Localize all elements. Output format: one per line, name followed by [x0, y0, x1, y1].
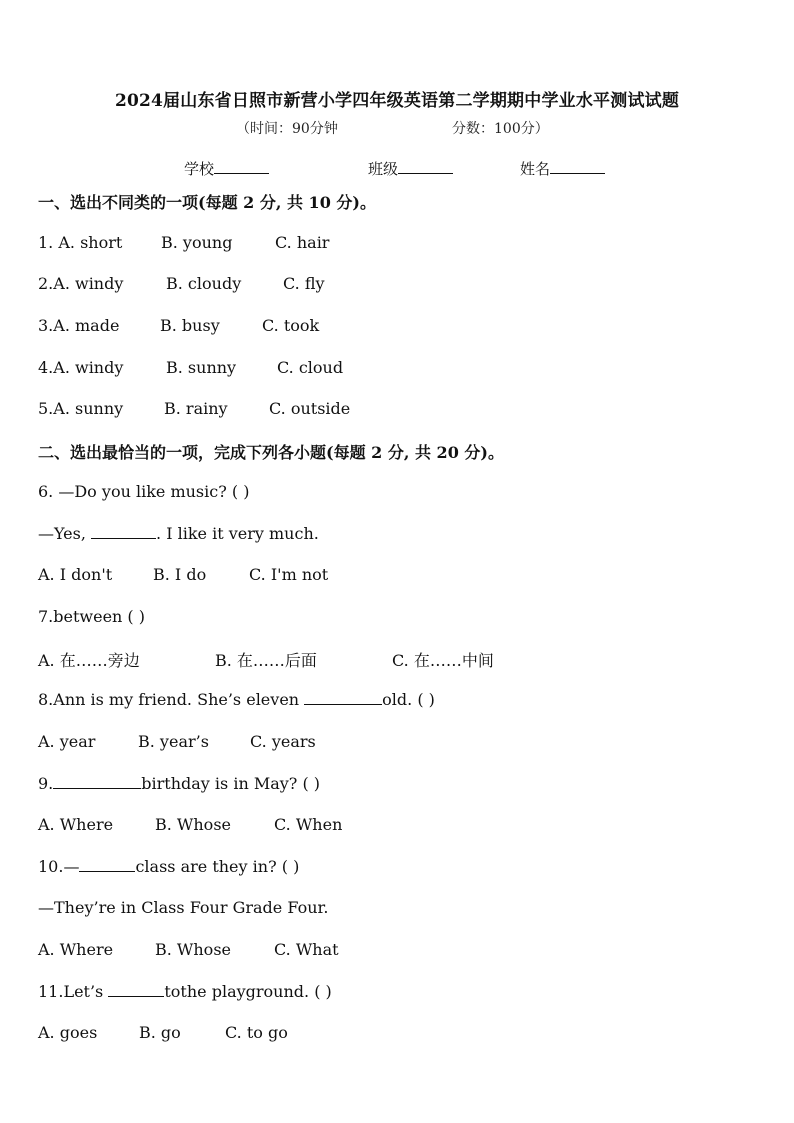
option-a: 1. A. short: [38, 233, 123, 252]
answer-blank: [53, 774, 141, 789]
stem-pre: 9.: [38, 774, 54, 793]
stem-post: old. ( ): [382, 690, 435, 709]
question-11-stem: [38, 982, 332, 1001]
option-c: C. took: [262, 316, 320, 335]
answer-blank: [79, 857, 135, 872]
option-a: 2.A. windy: [38, 274, 124, 293]
option-b: B. 在……后面: [215, 651, 317, 670]
option-a: A. goes: [38, 1023, 98, 1042]
stem-pre: 8.Ann is my friend. She’s eleven: [38, 690, 305, 709]
option-b: B. busy: [160, 316, 220, 335]
option-c: C. When: [274, 815, 343, 834]
option-a: A. Where: [38, 815, 114, 834]
option-c: C. years: [250, 732, 316, 751]
option-b: B. young: [161, 233, 233, 252]
name-field: [520, 158, 605, 179]
option-b: B. sunny: [166, 358, 237, 377]
option-b: B. year’s: [138, 732, 209, 751]
class-field: [368, 158, 453, 179]
option-b: B. cloudy: [166, 274, 242, 293]
answer-blank: [304, 690, 382, 705]
class-blank: [398, 159, 453, 174]
stem-pre: 11.Let’s: [38, 982, 109, 1001]
question-10-dialogue: —They’re in Class Four Grade Four.: [38, 898, 329, 917]
name-label: 姓名: [520, 160, 551, 178]
dialogue-pre: —Yes,: [38, 524, 92, 543]
school-blank: [214, 159, 269, 174]
question-9-stem: [38, 774, 320, 793]
option-b: B. rainy: [164, 399, 228, 418]
option-a: 5.A. sunny: [38, 399, 124, 418]
question-8-stem: [38, 690, 435, 709]
stem-post: birthday is in May? ( ): [141, 774, 321, 793]
option-b: B. Whose: [155, 940, 231, 959]
question-10-stem: [38, 857, 299, 876]
name-blank: [550, 159, 605, 174]
option-c: C. What: [274, 940, 339, 959]
answer-blank: [108, 982, 164, 997]
stem-post: tothe playground. ( ): [164, 982, 332, 1001]
option-c: C. outside: [269, 399, 351, 418]
option-c: C. hair: [275, 233, 330, 252]
stem-pre: 10.—: [38, 857, 80, 876]
option-c: C. 在……中间: [392, 651, 494, 670]
section-1-heading: 一、选出不同类的一项(每题 2 分, 共 10 分)。: [38, 193, 376, 212]
total-score: 分数：100分）: [452, 121, 549, 137]
option-c: C. to go: [225, 1023, 288, 1042]
option-a: A. I don't: [38, 565, 113, 584]
option-a: A. year: [38, 732, 96, 751]
school-field: [184, 158, 269, 179]
section-2-heading: 二、选出最恰当的一项，完成下列各小题(每题 2 分, 共 20 分)。: [38, 443, 504, 462]
question-6-stem: 6. —Do you like music? ( ): [38, 482, 250, 501]
option-a: A. Where: [38, 940, 114, 959]
option-a: 4.A. windy: [38, 358, 124, 377]
option-a: A. 在……旁边: [38, 651, 140, 670]
option-b: B. I do: [153, 565, 207, 584]
class-label: 班级: [368, 160, 399, 178]
exam-title: 2024届山东省日照市新营小学四年级英语第二学期期中学业水平测试试题: [114, 91, 680, 111]
option-c: C. cloud: [277, 358, 344, 377]
time-limit: （时间：90分钟: [236, 121, 338, 137]
option-a: 3.A. made: [38, 316, 120, 335]
stem-post: class are they in? ( ): [135, 857, 300, 876]
answer-blank: [91, 524, 156, 539]
question-6-dialogue: [38, 524, 319, 543]
option-c: C. I'm not: [249, 565, 329, 584]
option-c: C. fly: [283, 274, 325, 293]
option-b: B. go: [139, 1023, 181, 1042]
school-label: 学校: [184, 160, 215, 178]
dialogue-post: . I like it very much.: [156, 524, 319, 543]
option-b: B. Whose: [155, 815, 231, 834]
question-7-stem: 7.between ( ): [38, 607, 145, 626]
